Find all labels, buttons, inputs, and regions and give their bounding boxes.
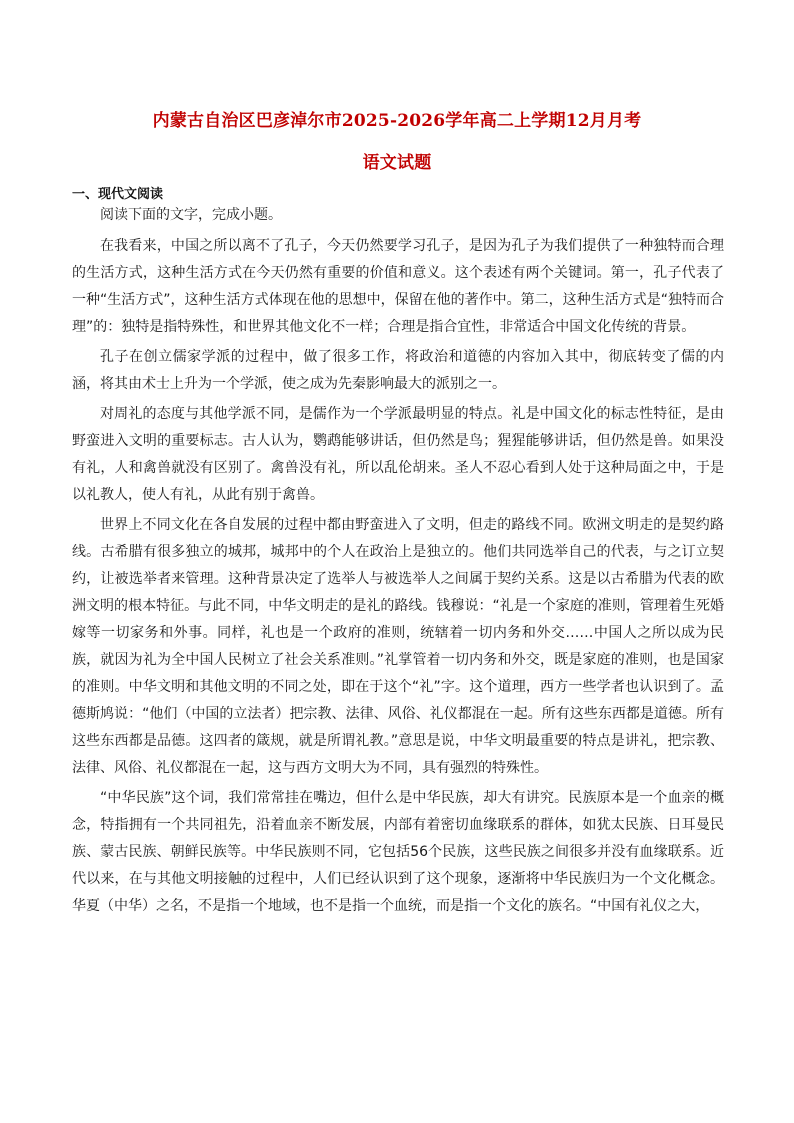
paragraph-2: 孔子在创立儒家学派的过程中，做了很多工作，将政治和道德的内容加入其中，彻底转变了儒的内涵，将其由术士上升为一个学派，使之成为先秦影响最大的派别之一。 [72, 349, 724, 392]
paragraph-4: 世界上不同文化在各自发展的过程中都由野蛮进入了文明，但走的路线不同。欧洲文明走的是契约路线。古希腊有很多独立的城邦，城邦中的个人在政治上是独立的。他们共同选举自己的代表，与之订立契约，让被选举者来管理。这种背景决定了选举人与被选举人之间属于契约关系。这是以古希腊为代表的欧洲文明的根本特征。与此不同，中华文明走的是礼的路线。钱穆说：“礼是一个家庭的准则，管理着生死婚嫁等一切家务和外事。同样，礼也是一个政府的准则，统辖着一切内务和外交……中国人之所以成为民族，就因为礼为全中国人民树立了社会关系准则。”礼掌管着一切内务和外交，既是家庭的准则，也是国家的准则。中华文明和其他文明的不同之处，即在于这个“礼”字。这个道理，西方一些学者也认识到了。孟德斯鸠说：“他们（中国的立法者）把宗教、法律、风俗、礼仪都混在一起。所有这些东西都是道德。所有这些东西都是品德。这四者的箴规，就是所谓礼教。”意思是说，中华文明最重要的特点是讲礼，把宗教、法律、风俗、礼仪都混在一起，这与西方文明大为不同，具有强烈的特殊性。 [72, 517, 724, 776]
paragraph-5: “中华民族”这个词，我们常常挂在嘴边，但什么是中华民族，却大有讲究。民族原本是一个血亲的概念，特指拥有一个共同祖先，沿着血亲不断发展，内部有着密切血缘联系的群体，如犹太民族、日耳曼民族、蒙古民族、朝鲜民族等。中华民族则不同，它包括56个民族，这些民族之间很多并没有血缘联系。近代以来，在与其他文明接触的过程中，人们已经认识到了这个现象，逐渐将中华民族归为一个文化概念。华夏（中华）之名，不是指一个地域，也不是指一个血统，而是指一个文化的族名。“中国有礼仪之大， [72, 790, 724, 914]
paragraph-1: 在我看来，中国之所以离不了孔子，今天仍然要学习孔子，是因为孔子为我们提供了一种独特而合理的生活方式，这种生活方式在今天仍然有重要的价值和意义。这个表述有两个关键词。第一，孔子代表了一种“生活方式”，这种生活方式体现在他的思想中，保留在他的著作中。第二，这种生活方式是“独特而合理”的：独特是指特殊性，和世界其他文化不一样；合理是指合宜性，非常适合中国文化传统的背景。 [72, 238, 724, 335]
document-title: 内蒙古自治区巴彦淖尔市2025-2026学年高二上学期12月月考 [152, 111, 642, 131]
paragraph-3: 对周礼的态度与其他学派不同，是儒作为一个学派最明显的特点。礼是中国文化的标志性特征，是由野蛮进入文明的重要标志。古人认为，鹦鹉能够讲话，但仍然是鸟；猩猩能够讲话，但仍然是兽。如果没有礼，人和禽兽就没有区别了。禽兽没有礼，所以乱伦胡来。圣人不忍心看到人处于这种局面之中，于是以礼教人，使人有礼，从此有别于禽兽。 [72, 406, 724, 503]
instruction-text: 阅读下面的文字，完成小题。 [100, 207, 282, 223]
section-heading: 一、现代文阅读 [72, 187, 164, 202]
document-subtitle: 语文试题 [362, 153, 432, 173]
reading-passage [72, 202, 724, 923]
